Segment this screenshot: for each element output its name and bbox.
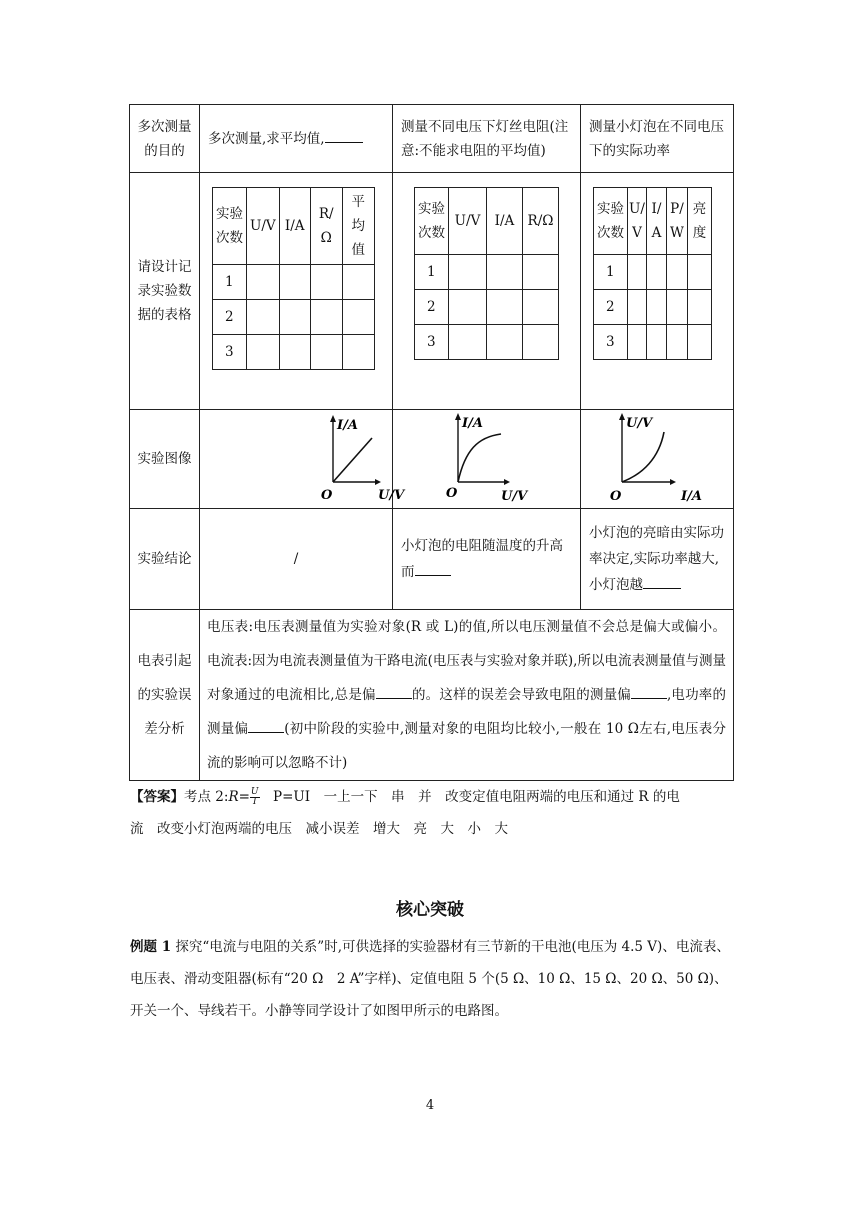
answer-kaodian: 考点 2: <box>184 789 229 805</box>
header-cell: 实验次数 <box>415 188 449 255</box>
answer-blank <box>631 698 667 699</box>
answer-rest-line1: P=UI 一上一下 串 并 改变定值电阻两端的电压和通过 R 的电 <box>273 789 680 805</box>
header-cell: 亮度 <box>688 188 712 255</box>
header-cell: 实验次数 <box>594 188 628 255</box>
fraction-u-over-i <box>250 788 260 807</box>
header-cell: 实验次数 <box>213 188 247 265</box>
row-table-design <box>130 173 734 410</box>
conclusion-col1: / <box>200 509 393 610</box>
y-axis-label: U/V <box>626 416 653 431</box>
row-number: 3 <box>213 335 247 370</box>
graph-cell-3 <box>581 410 734 509</box>
answer-r-eq: R= <box>228 789 250 805</box>
purpose-col2: 测量不同电压下灯丝电阻(注意:不能求电阻的平均值) <box>393 105 581 173</box>
data-table-filament-resistance <box>414 187 559 360</box>
purpose-col1-text: 多次测量,求平均值, <box>208 130 325 147</box>
answer-line-2: 流 改变小灯泡两端的电压 减小误差 增大 亮 大 小 大 <box>130 821 508 837</box>
graph-label: 实验图像 <box>130 410 200 509</box>
graph-cell-2 <box>393 410 581 509</box>
row-error-analysis <box>130 610 734 781</box>
design-cell-3 <box>581 173 734 410</box>
row-purpose <box>130 105 734 173</box>
answer-blank <box>376 698 412 699</box>
error-text-part3: ,电功率的测量偏 <box>207 687 726 737</box>
graph-concave-down <box>393 410 580 504</box>
concave-up-curve <box>622 432 664 482</box>
example-text: 探究“电流与电阻的关系”时,可供选择的实验器材有三节新的干电池(电压为 4.5 V)、电流表、电压表、滑动变阻器(标有“20 Ω 2 A”字样)、定值电阻 5 个(5 Ω、10 Ω、15 Ω、20 Ω、50 Ω)、开关一个、导线若干。小静等同学设计了如图甲所示的电路图。 <box>130 939 730 1019</box>
header-cell: R/Ω <box>523 188 559 255</box>
x-axis-label: U/V <box>378 488 405 503</box>
header-cell: U/V <box>628 188 647 255</box>
header-cell: P/W <box>667 188 688 255</box>
error-text-part2: 的。这样的误差会导致电阻的测量偏 <box>411 687 631 703</box>
answer-block <box>130 781 735 845</box>
header-cell: I/A <box>487 188 523 255</box>
design-cell-1 <box>200 173 393 410</box>
purpose-col3: 测量小灯泡在不同电压下的实际功率 <box>581 105 734 173</box>
origin-label: O <box>610 489 622 504</box>
row-number: 1 <box>415 255 449 290</box>
answer-line-1 <box>130 781 735 813</box>
error-text-part1: 电压表:电压表测量值为实验对象(R 或 L)的值,所以电压测量值不会总是偏大或偏小。电流表:因为电流表测量值为干路电流(电压表与实验对象并联),所以电流表测量值与测量对象通过的电流相比,总是偏 <box>207 619 726 703</box>
origin-label: O <box>446 486 458 501</box>
header-cell: U/V <box>247 188 280 265</box>
concave-down-curve <box>458 434 501 482</box>
graph-cell-1 <box>200 410 405 509</box>
section-title: 核心突破 <box>396 900 464 920</box>
y-axis-label: I/A <box>337 418 358 433</box>
x-axis-label: I/A <box>681 489 702 504</box>
conclusion-col2 <box>393 509 581 610</box>
data-table-resistance-avg <box>212 187 375 370</box>
header-cell: R/Ω <box>310 188 342 265</box>
purpose-col1 <box>200 105 393 173</box>
row-conclusion <box>130 509 734 610</box>
conclusion-col3-text: 小灯泡的亮暗由实际功率决定,实际功率越大,小灯泡越 <box>589 525 724 593</box>
header-cell: I/A <box>279 188 310 265</box>
data-table-lamp-power <box>593 187 712 360</box>
comparison-table <box>129 104 734 781</box>
x-axis-label: U/V <box>501 489 528 504</box>
row-number: 3 <box>594 325 628 360</box>
fraction-denominator: I <box>252 797 257 807</box>
table-design-label: 请设计记录实验数据的表格 <box>130 173 200 410</box>
header-cell: 平均值 <box>342 188 374 265</box>
answer-blank <box>643 588 681 589</box>
fraction-numerator: U <box>250 787 259 797</box>
conclusion-col2-text: 小灯泡的电阻随温度的升高而 <box>401 538 563 580</box>
conclusion-label: 实验结论 <box>130 509 200 610</box>
error-text-part4: (初中阶段的实验中,测量对象的电阻均比较小,一般在 10 Ω左右,电压表分流的影响可以忽略不计) <box>207 721 727 771</box>
error-analysis-label: 电表引起的实验误差分析 <box>130 610 200 781</box>
row-number: 1 <box>594 255 628 290</box>
conclusion-col3 <box>581 509 734 610</box>
row-number: 1 <box>213 265 247 300</box>
error-analysis-text <box>200 610 734 781</box>
page-number: 4 <box>425 1098 435 1113</box>
example-block <box>130 931 735 1027</box>
example-label: 例题 1 <box>130 939 172 955</box>
row-number: 2 <box>213 300 247 335</box>
row-graph <box>130 410 734 509</box>
origin-label: O <box>321 488 333 503</box>
row-number: 2 <box>415 290 449 325</box>
graph-linear <box>200 410 405 503</box>
linear-curve <box>333 438 372 482</box>
y-axis-label: I/A <box>462 416 483 431</box>
header-cell: U/V <box>449 188 487 255</box>
design-cell-2 <box>393 173 581 410</box>
row-number: 2 <box>594 290 628 325</box>
answer-blank <box>325 142 363 143</box>
header-cell: I/A <box>647 188 667 255</box>
answer-blank <box>248 732 284 733</box>
answer-blank <box>415 575 451 576</box>
row-number: 3 <box>415 325 449 360</box>
answer-prefix: 【答案】 <box>130 789 184 805</box>
graph-concave-up <box>581 410 733 504</box>
purpose-label: 多次测量的目的 <box>130 105 200 173</box>
